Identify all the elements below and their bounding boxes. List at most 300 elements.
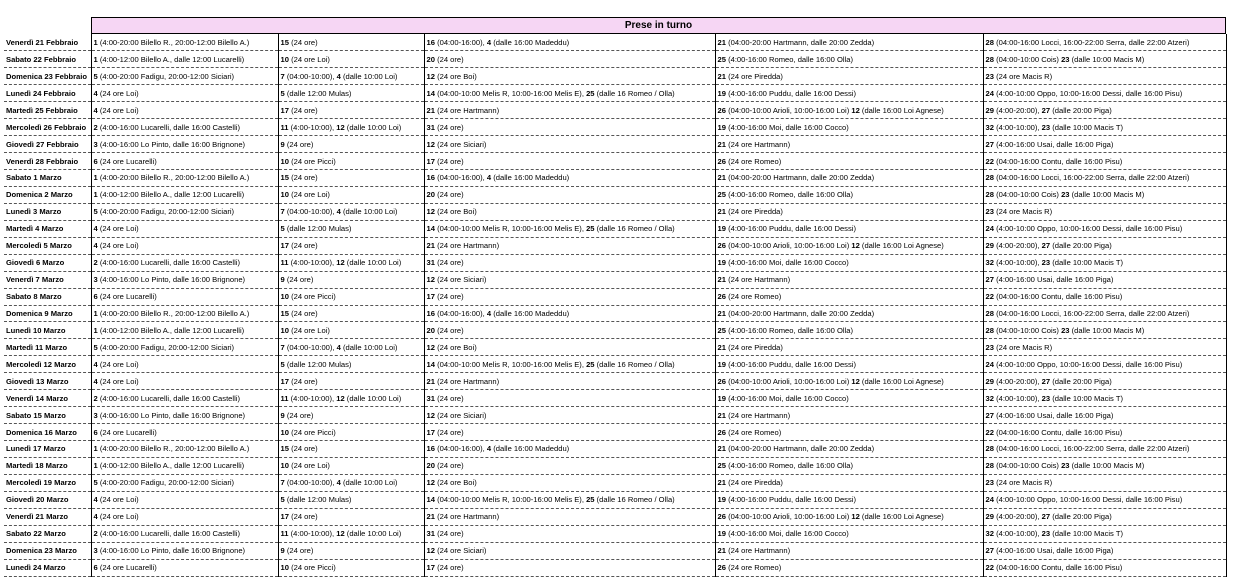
shift-cell[interactable] xyxy=(715,170,983,187)
shift-cell[interactable] xyxy=(983,525,1226,542)
shift-detail: (4:00-10:00), 23 (dalle 10:00 Macis T) xyxy=(993,258,1123,268)
shift-cell[interactable] xyxy=(278,390,424,407)
shift-detail: (4:00-20:00 Bilello R., 20:00-12:00 Bilello A.) xyxy=(97,308,250,318)
pharmacy-number: 22 xyxy=(985,156,994,166)
shift-cell[interactable] xyxy=(91,220,278,237)
shift-cell[interactable] xyxy=(983,136,1226,153)
pharmacy-number: 24 xyxy=(985,359,994,369)
date-cell[interactable]: Martedì 11 Marzo xyxy=(4,339,91,356)
date-cell[interactable]: Mercoledì 26 Febbraio xyxy=(4,119,91,136)
shift-cell[interactable] xyxy=(983,237,1226,254)
pharmacy-number: 7 xyxy=(280,207,285,217)
shift-cell[interactable] xyxy=(424,254,715,271)
shift-cell[interactable] xyxy=(983,34,1226,51)
shift-cell[interactable] xyxy=(278,153,424,170)
shift-detail: (24 ore Loi) xyxy=(97,495,139,505)
shift-cell[interactable] xyxy=(715,68,983,85)
shift-detail: (24 ore Macis R) xyxy=(993,207,1053,217)
shift-cell[interactable] xyxy=(983,203,1226,220)
shift-cell[interactable] xyxy=(278,339,424,356)
shift-detail: (24 ore Hartmann) xyxy=(434,512,500,522)
shift-cell[interactable] xyxy=(715,288,983,305)
date-cell[interactable]: Sabato 22 Marzo xyxy=(4,525,91,542)
shift-cell[interactable] xyxy=(278,119,424,136)
shift-detail: (04:00-16:00 Locci, 16:00-22:00 Serra, dalle 22:00 Atzeri) xyxy=(993,37,1190,47)
shift-cell[interactable] xyxy=(278,186,424,203)
shift-cell[interactable] xyxy=(424,203,715,220)
shift-cell[interactable] xyxy=(424,542,715,559)
shift-cell[interactable] xyxy=(424,68,715,85)
shift-cell[interactable] xyxy=(715,457,983,474)
shift-cell[interactable] xyxy=(424,119,715,136)
pharmacy-number: 15 xyxy=(280,308,289,318)
pharmacy-number: 19 xyxy=(717,224,726,234)
table-row xyxy=(4,390,1226,407)
pharmacy-number: 5 xyxy=(280,224,285,234)
shift-detail: (04:00-10:00 Melis R, 10:00-16:00 Melis E), 25 (dalle 16 Romeo / Olla) xyxy=(434,88,675,98)
date-cell[interactable]: Venerdì 28 Febbraio xyxy=(4,153,91,170)
shift-detail: (24 ore Macis R) xyxy=(993,342,1053,352)
shift-cell[interactable] xyxy=(715,441,983,458)
pharmacy-number: 10 xyxy=(280,563,289,573)
shift-detail: (4:00-20:00 Fadigu, 20:00-12:00 Siciari) xyxy=(97,207,235,217)
shift-cell[interactable] xyxy=(91,407,278,424)
date-cell[interactable]: Giovedì 13 Marzo xyxy=(4,373,91,390)
shift-detail: (4:00-10:00 Oppo, 10:00-16:00 Dessi, dalle 16:00 Pisu) xyxy=(993,88,1183,98)
shift-cell[interactable] xyxy=(91,102,278,119)
table-row xyxy=(4,559,1226,576)
pharmacy-number: 17 xyxy=(426,563,435,573)
shift-cell[interactable] xyxy=(715,271,983,288)
shift-cell[interactable] xyxy=(91,186,278,203)
shift-cell[interactable] xyxy=(983,339,1226,356)
date-cell[interactable]: Venerdì 7 Marzo xyxy=(4,271,91,288)
shift-cell[interactable] xyxy=(424,102,715,119)
shift-cell[interactable] xyxy=(715,305,983,322)
shift-cell[interactable] xyxy=(715,491,983,508)
pharmacy-number: 21 xyxy=(426,376,435,386)
shift-cell[interactable] xyxy=(715,119,983,136)
shift-cell[interactable] xyxy=(278,170,424,187)
shift-cell[interactable] xyxy=(715,322,983,339)
pharmacy-number: 12 xyxy=(426,478,435,488)
shift-cell[interactable] xyxy=(983,102,1226,119)
shift-cell[interactable] xyxy=(424,153,715,170)
table-row xyxy=(4,407,1226,424)
table-row xyxy=(4,542,1226,559)
shift-cell[interactable] xyxy=(715,237,983,254)
shift-cell[interactable] xyxy=(91,339,278,356)
shift-sheet xyxy=(4,17,1226,577)
date-cell[interactable]: Domenica 23 Febbraio xyxy=(4,68,91,85)
shift-cell[interactable] xyxy=(715,542,983,559)
shift-cell[interactable] xyxy=(424,339,715,356)
shift-cell[interactable] xyxy=(278,68,424,85)
table-row xyxy=(4,322,1226,339)
shift-cell[interactable] xyxy=(91,170,278,187)
shift-detail: (24 ore Macis R) xyxy=(993,478,1053,488)
pharmacy-number: 12 xyxy=(426,139,435,149)
shift-cell[interactable] xyxy=(983,305,1226,322)
shift-cell[interactable] xyxy=(715,34,983,51)
shift-detail: (24 ore Boi) xyxy=(434,207,477,217)
shift-cell[interactable] xyxy=(715,424,983,441)
shift-cell[interactable] xyxy=(91,51,278,68)
shift-cell[interactable] xyxy=(715,153,983,170)
shift-cell[interactable] xyxy=(278,271,424,288)
pharmacy-number: 21 xyxy=(717,207,726,217)
shift-cell[interactable] xyxy=(91,254,278,271)
shift-cell[interactable] xyxy=(91,457,278,474)
shift-detail: (24 ore) xyxy=(288,105,318,115)
shift-cell[interactable] xyxy=(983,508,1226,525)
shift-detail: (4:00-16:00 Lo Pinto, dalle 16:00 Brignone) xyxy=(97,139,246,149)
shift-detail: (4:00-10:00 Oppo, 10:00-16:00 Dessi, dalle 16:00 Pisu) xyxy=(993,359,1183,369)
pharmacy-number: 10 xyxy=(280,461,289,471)
date-cell[interactable]: Venerdì 14 Marzo xyxy=(4,390,91,407)
shift-cell[interactable] xyxy=(424,237,715,254)
shift-cell[interactable] xyxy=(983,441,1226,458)
shift-cell[interactable] xyxy=(424,457,715,474)
shift-cell[interactable] xyxy=(715,254,983,271)
shift-cell[interactable] xyxy=(424,34,715,51)
shift-cell[interactable] xyxy=(424,186,715,203)
shift-cell[interactable] xyxy=(91,305,278,322)
shift-cell[interactable] xyxy=(715,373,983,390)
shift-detail: (4:00-10:00), 23 (dalle 10:00 Macis T) xyxy=(993,393,1123,403)
shift-cell[interactable] xyxy=(715,203,983,220)
shift-cell[interactable] xyxy=(278,51,424,68)
shift-cell[interactable] xyxy=(715,186,983,203)
shift-cell[interactable] xyxy=(278,474,424,491)
shift-cell[interactable] xyxy=(983,491,1226,508)
shift-detail: (4:00-16:00 Puddu, dalle 16:00 Dessi) xyxy=(725,359,856,369)
shift-cell[interactable] xyxy=(91,390,278,407)
shift-cell[interactable] xyxy=(91,203,278,220)
shift-cell[interactable] xyxy=(715,85,983,102)
shift-cell[interactable] xyxy=(424,271,715,288)
pharmacy-number: 19 xyxy=(717,529,726,539)
shift-cell[interactable] xyxy=(424,474,715,491)
shift-cell[interactable] xyxy=(715,102,983,119)
table-row xyxy=(4,254,1226,271)
shift-cell[interactable] xyxy=(715,136,983,153)
date-cell[interactable]: Venerdì 21 Febbraio xyxy=(4,34,91,51)
pharmacy-number: 20 xyxy=(426,325,435,335)
shift-cell[interactable] xyxy=(91,525,278,542)
shift-cell[interactable] xyxy=(424,305,715,322)
pharmacy-number: 2 xyxy=(93,529,98,539)
date-cell[interactable]: Domenica 23 Marzo xyxy=(4,542,91,559)
pharmacy-number: 27 xyxy=(985,275,994,285)
shift-cell[interactable] xyxy=(983,373,1226,390)
shift-cell[interactable] xyxy=(91,68,278,85)
pharmacy-number: 24 xyxy=(985,495,994,505)
shift-cell[interactable] xyxy=(278,441,424,458)
shift-cell[interactable] xyxy=(424,85,715,102)
shift-detail: (24 ore) xyxy=(288,444,318,454)
shift-cell[interactable] xyxy=(715,390,983,407)
pharmacy-number: 10 xyxy=(280,325,289,335)
shift-cell[interactable] xyxy=(983,390,1226,407)
table-row xyxy=(4,441,1226,458)
shift-cell[interactable] xyxy=(278,136,424,153)
shift-cell[interactable] xyxy=(424,322,715,339)
shift-detail: (24 ore Siciari) xyxy=(434,410,487,420)
shift-cell[interactable] xyxy=(715,559,983,576)
pharmacy-number: 11 xyxy=(280,393,289,403)
shift-cell[interactable] xyxy=(715,339,983,356)
shift-cell[interactable] xyxy=(278,424,424,441)
shift-cell[interactable] xyxy=(278,305,424,322)
shift-detail: (24 ore Macis R) xyxy=(993,71,1053,81)
pharmacy-number: 3 xyxy=(93,139,98,149)
shift-cell[interactable] xyxy=(983,220,1226,237)
shift-cell[interactable] xyxy=(983,474,1226,491)
shift-detail: (4:00-16:00 Moi, dalle 16:00 Cocco) xyxy=(725,258,849,268)
pharmacy-number: 21 xyxy=(717,71,726,81)
pharmacy-number: 10 xyxy=(280,190,289,200)
shift-cell[interactable] xyxy=(91,288,278,305)
shift-cell[interactable] xyxy=(91,508,278,525)
shift-cell[interactable] xyxy=(278,203,424,220)
shift-cell[interactable] xyxy=(91,559,278,576)
shift-cell[interactable] xyxy=(278,407,424,424)
shift-detail: (4:00-16:00 Moi, dalle 16:00 Cocco) xyxy=(725,393,849,403)
shift-cell[interactable] xyxy=(715,474,983,491)
shift-detail: (4:00-16:00 Lucarelli, dalle 16:00 Castelli) xyxy=(97,258,240,268)
table-row xyxy=(4,373,1226,390)
shift-cell[interactable] xyxy=(278,85,424,102)
pharmacy-number: 12 xyxy=(426,342,435,352)
date-cell[interactable]: Sabato 15 Marzo xyxy=(4,407,91,424)
shift-cell[interactable] xyxy=(91,322,278,339)
shift-cell[interactable] xyxy=(983,356,1226,373)
shift-cell[interactable] xyxy=(424,356,715,373)
pharmacy-number: 11 xyxy=(280,122,289,132)
shift-detail: (24 ore Romeo) xyxy=(725,156,782,166)
date-cell[interactable]: Sabato 8 Marzo xyxy=(4,288,91,305)
pharmacy-number: 17 xyxy=(426,156,435,166)
shift-detail: (24 ore) xyxy=(434,54,464,64)
shift-cell[interactable] xyxy=(983,170,1226,187)
shift-cell[interactable] xyxy=(424,288,715,305)
pharmacy-number: 31 xyxy=(426,393,435,403)
shift-detail: (dalle 12:00 Mulas) xyxy=(284,224,352,234)
shift-cell[interactable] xyxy=(424,525,715,542)
shift-detail: (4:00-20:00), 27 (dalle 20:00 Piga) xyxy=(993,512,1112,522)
pharmacy-number: 7 xyxy=(280,478,285,488)
shift-cell[interactable] xyxy=(91,153,278,170)
shift-detail: (24 ore Siciari) xyxy=(434,275,487,285)
pharmacy-number: 29 xyxy=(985,241,994,251)
shift-cell[interactable] xyxy=(424,220,715,237)
pharmacy-number: 16 xyxy=(426,308,435,318)
shift-cell[interactable] xyxy=(983,559,1226,576)
shift-detail: (04:00-16:00 Contu, dalle 16:00 Pisu) xyxy=(993,156,1123,166)
date-cell[interactable]: Lunedì 24 Febbraio xyxy=(4,85,91,102)
date-cell[interactable]: Sabato 1 Marzo xyxy=(4,170,91,187)
shift-cell[interactable] xyxy=(715,525,983,542)
shift-cell[interactable] xyxy=(983,322,1226,339)
shift-cell[interactable] xyxy=(424,491,715,508)
shift-detail: (24 ore) xyxy=(284,275,314,285)
shift-detail: (04:00-16:00 Locci, 16:00-22:00 Serra, dalle 22:00 Atzeri) xyxy=(993,173,1190,183)
shift-cell[interactable] xyxy=(278,508,424,525)
date-cell[interactable]: Mercoledì 12 Marzo xyxy=(4,356,91,373)
shift-cell[interactable] xyxy=(715,407,983,424)
shift-cell[interactable] xyxy=(91,271,278,288)
pharmacy-number: 24 xyxy=(985,224,994,234)
shift-detail: (24 ore Loi) xyxy=(288,461,330,471)
date-cell[interactable]: Lunedì 17 Marzo xyxy=(4,441,91,458)
date-cell[interactable]: Martedì 4 Marzo xyxy=(4,220,91,237)
shift-detail: (04:00-16:00 Locci, 16:00-22:00 Serra, dalle 22:00 Atzeri) xyxy=(993,444,1190,454)
shift-cell[interactable] xyxy=(91,373,278,390)
shift-cell[interactable] xyxy=(424,424,715,441)
table-row xyxy=(4,186,1226,203)
shift-cell[interactable] xyxy=(424,136,715,153)
shift-cell[interactable] xyxy=(715,220,983,237)
date-cell[interactable]: Giovedì 20 Marzo xyxy=(4,491,91,508)
date-cell[interactable]: Martedì 18 Marzo xyxy=(4,457,91,474)
shift-detail: (24 ore Piredda) xyxy=(725,71,783,81)
shift-cell[interactable] xyxy=(983,85,1226,102)
pharmacy-number: 6 xyxy=(93,563,98,573)
pharmacy-number: 12 xyxy=(426,71,435,81)
shift-cell[interactable] xyxy=(983,407,1226,424)
pharmacy-number: 1 xyxy=(93,444,98,454)
pharmacy-number: 28 xyxy=(985,54,994,64)
date-cell[interactable]: Mercoledì 19 Marzo xyxy=(4,474,91,491)
shift-cell[interactable] xyxy=(424,390,715,407)
shift-cell[interactable] xyxy=(983,51,1226,68)
date-cell[interactable]: Domenica 9 Marzo xyxy=(4,305,91,322)
shift-detail: (4:00-20:00 Fadigu, 20:00-12:00 Siciari) xyxy=(97,478,235,488)
shift-cell[interactable] xyxy=(424,373,715,390)
shift-cell[interactable] xyxy=(983,68,1226,85)
pharmacy-number: 9 xyxy=(280,546,285,556)
shift-cell[interactable] xyxy=(278,220,424,237)
date-cell[interactable]: Giovedì 6 Marzo xyxy=(4,254,91,271)
shift-detail: (4:00-16:00 Romeo, dalle 16:00 Olla) xyxy=(725,461,854,471)
date-cell[interactable]: Lunedì 10 Marzo xyxy=(4,322,91,339)
shift-cell[interactable] xyxy=(278,559,424,576)
shift-detail: (24 ore) xyxy=(284,139,314,149)
shift-cell[interactable] xyxy=(91,356,278,373)
shift-detail: (4:00-16:00 Romeo, dalle 16:00 Olla) xyxy=(725,54,854,64)
shift-cell[interactable] xyxy=(91,491,278,508)
shift-cell[interactable] xyxy=(91,424,278,441)
shift-cell[interactable] xyxy=(983,424,1226,441)
shift-detail: (04:00-10:00 Melis R, 10:00-16:00 Melis E), 25 (dalle 16 Romeo / Olla) xyxy=(434,359,675,369)
date-cell[interactable]: Mercoledì 5 Marzo xyxy=(4,237,91,254)
shift-cell[interactable] xyxy=(424,441,715,458)
pharmacy-number: 28 xyxy=(985,308,994,318)
sheet-title[interactable]: Prese in turno xyxy=(91,17,1226,34)
shift-cell[interactable] xyxy=(424,407,715,424)
shift-cell[interactable] xyxy=(91,85,278,102)
shift-cell[interactable] xyxy=(278,34,424,51)
shift-cell[interactable] xyxy=(278,288,424,305)
pharmacy-number: 2 xyxy=(93,393,98,403)
shift-cell[interactable] xyxy=(715,356,983,373)
shift-detail: (24 ore) xyxy=(434,563,464,573)
shift-cell[interactable] xyxy=(983,186,1226,203)
shift-cell[interactable] xyxy=(983,119,1226,136)
shift-cell[interactable] xyxy=(91,136,278,153)
pharmacy-number: 23 xyxy=(985,207,994,217)
shift-cell[interactable] xyxy=(278,373,424,390)
pharmacy-number: 28 xyxy=(985,461,994,471)
shift-cell[interactable] xyxy=(424,170,715,187)
shift-cell[interactable] xyxy=(278,525,424,542)
pharmacy-number: 28 xyxy=(985,190,994,200)
shift-cell[interactable] xyxy=(983,457,1226,474)
shift-cell[interactable] xyxy=(278,356,424,373)
shift-cell[interactable] xyxy=(91,237,278,254)
date-cell[interactable]: Venerdì 21 Marzo xyxy=(4,508,91,525)
shift-cell[interactable] xyxy=(983,288,1226,305)
shift-cell[interactable] xyxy=(91,542,278,559)
pharmacy-number: 29 xyxy=(985,105,994,115)
shift-detail: (24 ore Picci) xyxy=(288,427,336,437)
table-row xyxy=(4,237,1226,254)
pharmacy-number: 28 xyxy=(985,325,994,335)
date-cell[interactable]: Lunedì 24 Marzo xyxy=(4,559,91,576)
shift-cell[interactable] xyxy=(278,102,424,119)
shift-detail: (24 ore) xyxy=(434,292,464,302)
pharmacy-number: 11 xyxy=(280,529,289,539)
shift-cell[interactable] xyxy=(715,508,983,525)
shift-cell[interactable] xyxy=(983,254,1226,271)
shift-cell[interactable] xyxy=(91,119,278,136)
pharmacy-number: 20 xyxy=(426,54,435,64)
shift-cell[interactable] xyxy=(278,491,424,508)
shift-cell[interactable] xyxy=(278,322,424,339)
shift-cell[interactable] xyxy=(278,237,424,254)
pharmacy-number: 6 xyxy=(93,156,98,166)
shift-cell[interactable] xyxy=(424,559,715,576)
shift-cell[interactable] xyxy=(278,457,424,474)
shift-cell[interactable] xyxy=(983,153,1226,170)
date-cell[interactable]: Sabato 22 Febbraio xyxy=(4,51,91,68)
date-cell[interactable]: Giovedì 27 Febbraio xyxy=(4,136,91,153)
shift-cell[interactable] xyxy=(983,271,1226,288)
date-cell[interactable]: Domenica 16 Marzo xyxy=(4,424,91,441)
shift-detail: (24 ore Hartmann) xyxy=(725,275,791,285)
pharmacy-number: 12 xyxy=(426,275,435,285)
pharmacy-number: 26 xyxy=(717,563,726,573)
shift-cell[interactable] xyxy=(424,508,715,525)
shift-cell[interactable] xyxy=(424,51,715,68)
shift-cell[interactable] xyxy=(91,441,278,458)
shift-cell[interactable] xyxy=(715,51,983,68)
corner-cell[interactable] xyxy=(4,17,91,34)
pharmacy-number: 21 xyxy=(426,512,435,522)
pharmacy-number: 21 xyxy=(426,105,435,115)
date-cell[interactable]: Domenica 2 Marzo xyxy=(4,186,91,203)
date-cell[interactable]: Lunedì 3 Marzo xyxy=(4,203,91,220)
shift-cell[interactable] xyxy=(983,542,1226,559)
date-cell[interactable]: Martedì 25 Febbraio xyxy=(4,102,91,119)
shift-cell[interactable] xyxy=(278,542,424,559)
shift-cell[interactable] xyxy=(91,34,278,51)
shift-cell[interactable] xyxy=(278,254,424,271)
shift-detail: (04:00-16:00 Contu, dalle 16:00 Pisu) xyxy=(993,292,1123,302)
shift-cell[interactable] xyxy=(91,474,278,491)
pharmacy-number: 4 xyxy=(93,495,98,505)
